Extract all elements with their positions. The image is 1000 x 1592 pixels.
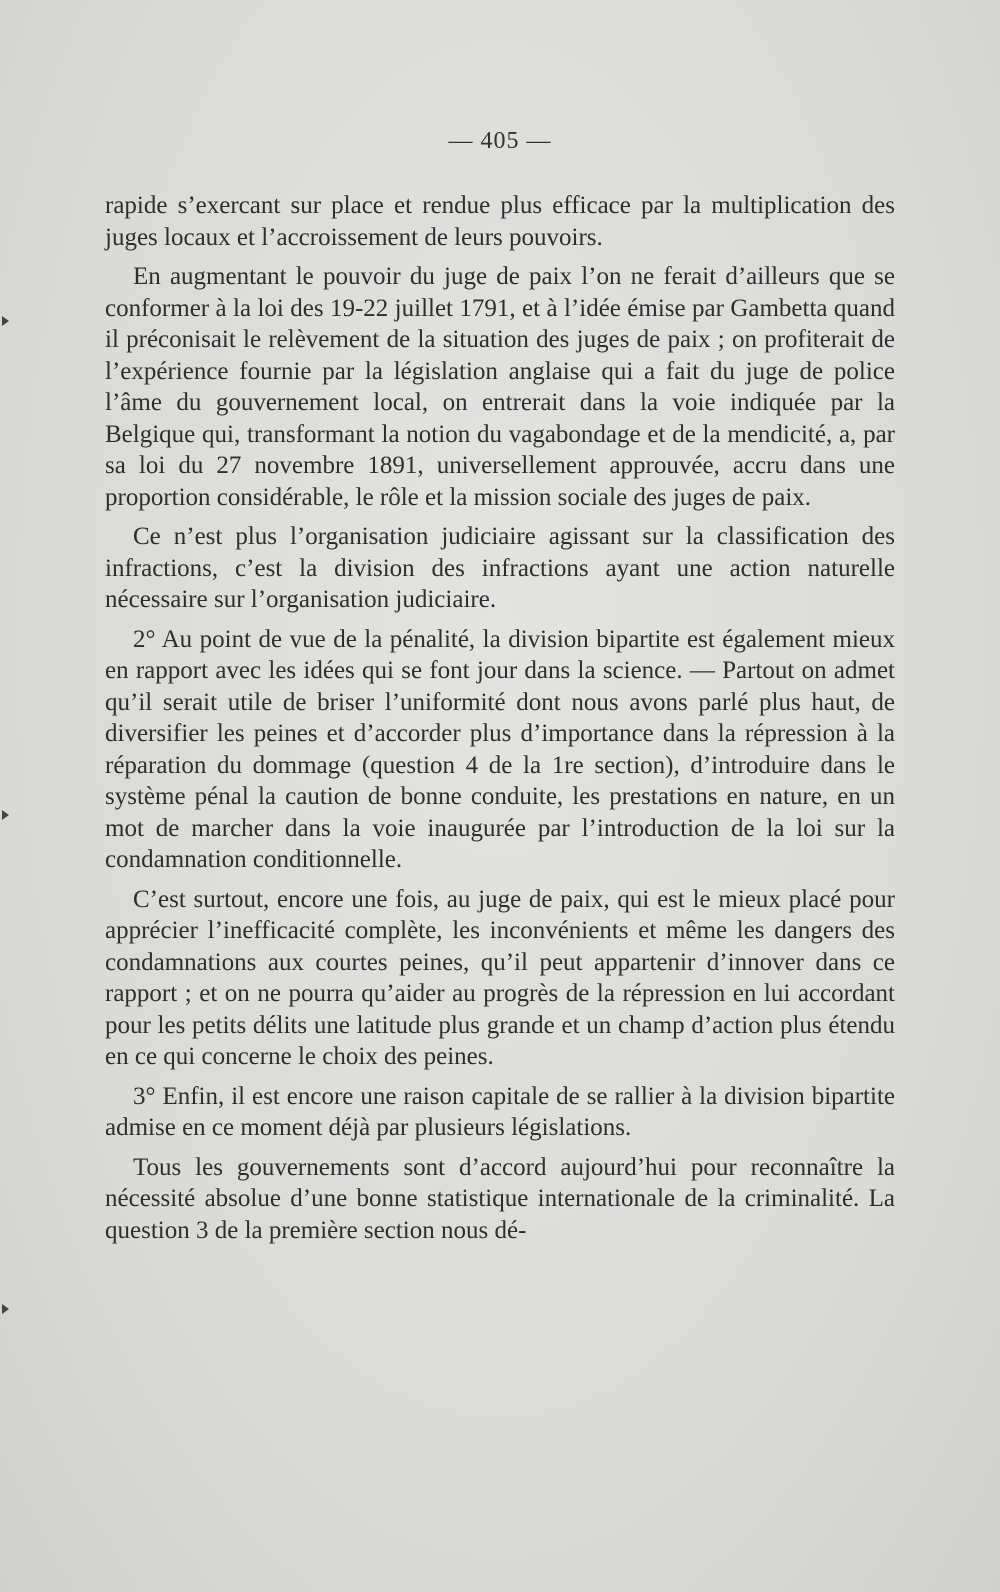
paragraph-2: En augmentant le pouvoir du juge de paix l’on ne ferait d’ailleurs que se conformer à la loi des 19-22 juillet 1791, et à l’idée émise par Gambetta quand il préconisait le relèvement de la situation des juges de paix ; on profiterait de l’expérience fournie par la législation anglaise qui a fait du juge de police l’âme du gouvernement local, on entrerait dans la voie indiquée par la Belgique qui, transformant la notion du vagabondage et de la mendicité, a, par sa loi du 27 novembre 1891, universellement approuvée, accru dans une proportion considérable, le rôle et la mission sociale des juges de paix. (105, 263, 895, 511)
paragraph-1: rapide s’exercant sur place et rendue plus efficace par la multiplication des juges locaux et l’accroissement de leurs pouvoirs. (105, 192, 895, 251)
paragraph-7: Tous les gouvernements sont d’accord aujourd’hui pour reconnaître la nécessité absolue d’une bonne statistique internationale de la criminalité. La question 3 de la première section nous dé- (105, 1153, 895, 1244)
page-number: — 405 — (448, 128, 552, 154)
body-text (105, 190, 895, 1246)
margin-mark (2, 316, 9, 326)
margin-mark (2, 810, 9, 820)
paragraph-3: Ce n’est plus l’organisation judiciaire agissant sur la classification des infractions, c’est la division des infractions ayant une action naturelle nécessaire sur l’organisation judiciaire. (105, 523, 895, 613)
paragraph-6: 3° Enfin, il est encore une raison capitale de se rallier à la division bipartite admise en ce moment déjà par plusieurs législations. (105, 1082, 895, 1141)
margin-mark (2, 1304, 9, 1314)
paragraph-5: C’est surtout, encore une fois, au juge de paix, qui est le mieux placé pour apprécier l’inefficacité complète, les inconvénients et même les dangers des condamnations aux courtes peines, qu’il peut appartenir d’innover dans ce rapport ; et on ne pourra qu’aider au progrès de la répression en lui accordant pour les petits délits une latitude plus grande et un champ d’action plus étendu en ce qui concerne le choix des peines. (105, 885, 895, 1070)
paragraph-4: 2° Au point de vue de la pénalité, la division bipartite est également mieux en rapport avec les idées qui se font jour dans la science. — Partout on admet qu’il serait utile de briser l’uniformité dont nous avons parlé plus haut, de diversifier les peines et d’accorder plus d’importance dans la répression à la réparation du dommage (question 4 de la 1re section), d’introduire dans le système pénal la caution de bonne conduite, les prestations en nature, en un mot de marcher dans la voie inaugurée par l’introduction de la loi sur la condamnation conditionnelle. (105, 625, 895, 873)
